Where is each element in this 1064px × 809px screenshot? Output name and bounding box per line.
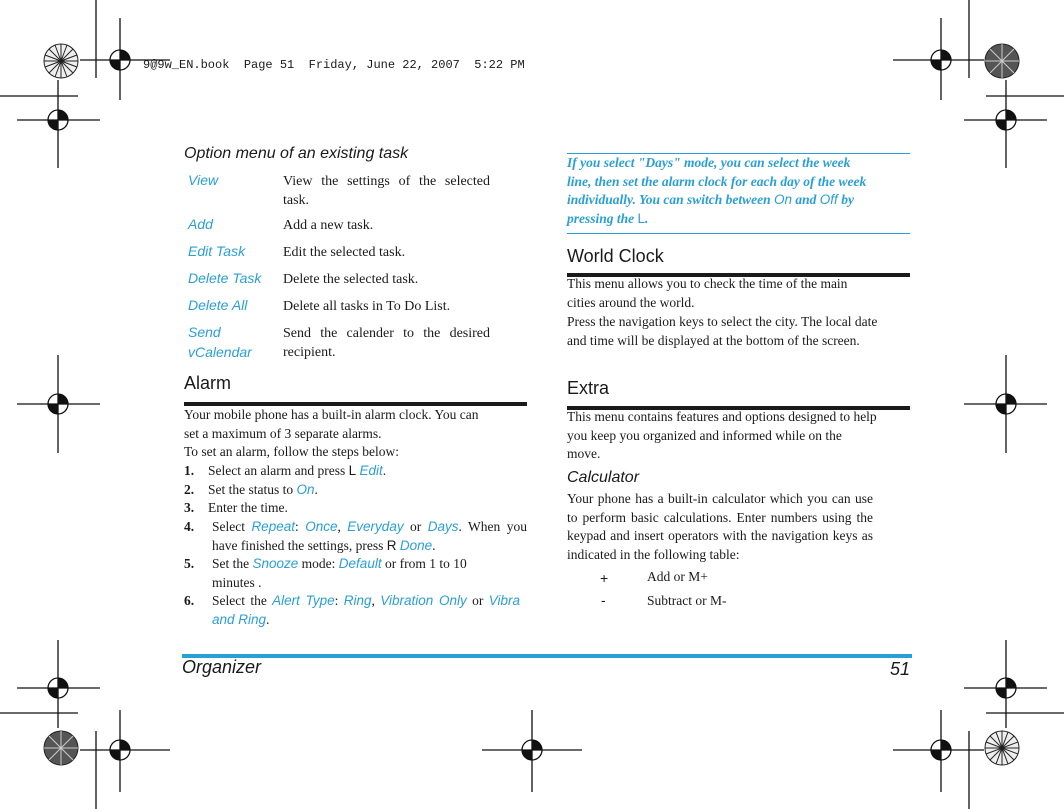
note-text: by pressing the [567, 192, 854, 227]
keyword-on: On [774, 192, 793, 208]
step-text: . When you have finished the settings, press [212, 519, 527, 553]
keyword-once: Once [305, 519, 338, 534]
extra-heading: Extra [567, 378, 610, 398]
step-text: Select an alarm and press [208, 463, 349, 478]
step-text: Enter the time. [208, 500, 288, 515]
step-text: or from 1 to 10 minutes . [212, 556, 467, 590]
alarm-step-1 [184, 462, 527, 481]
option-desc-edit-task: Edit the selected task. [283, 245, 406, 260]
note-end: . [645, 211, 649, 227]
keyword-vibration-only: Vibration Only [380, 593, 467, 608]
option-desc-delete-all: Delete all tasks in To Do List. [283, 299, 451, 314]
option-menu-title: Option menu of an existing task [184, 145, 409, 162]
note-bottom-rule [567, 233, 910, 234]
keyword-repeat: Repeat [251, 519, 295, 534]
keyword-vibra-and-ring: Vibra and Ring [212, 593, 520, 627]
option-desc-view: View the settings of the selected task. [283, 174, 490, 208]
note-text: and [792, 192, 820, 208]
calc-key-add: + [600, 570, 609, 586]
step-text: , [337, 519, 348, 534]
calculator-heading: Calculator [567, 469, 640, 486]
step-end: . [266, 611, 270, 627]
alarm-intro-1: Your mobile phone has a built-in alarm clock. You can set a maximum of 3 separate alarms. [184, 407, 479, 441]
step-number: 5. [184, 556, 195, 571]
keyword-ring: Ring [343, 593, 372, 608]
step-text: , [371, 593, 381, 608]
step-number: 6. [184, 593, 195, 608]
step-text: or [466, 593, 489, 608]
option-term-send-vcalendar: Send vCalendar [188, 324, 252, 360]
alarm-step-4 [184, 518, 527, 555]
alarm-step-6 [184, 592, 520, 629]
note-days-mode [567, 154, 877, 229]
step-number: 2. [184, 482, 195, 497]
keyword-everyday: Everyday [347, 519, 404, 534]
calc-desc-subtract: Subtract or M- [647, 593, 727, 608]
world-clock-heading: World Clock [567, 246, 664, 266]
step-text: : [334, 593, 344, 608]
option-term-delete-all: Delete All [188, 297, 248, 313]
calculator-p1: Your phone has a built-in calculator which you can use to perform basic calculations. Enter numbers using the keypad and insert operators with the navigation keys as indicated in the following table: [567, 491, 873, 562]
left-softkey-icon: L [348, 463, 357, 478]
step-text: : [294, 519, 306, 534]
step-text: or [403, 519, 428, 534]
alarm-step-3 [184, 499, 527, 518]
option-term-add: Add [188, 216, 213, 232]
keyword-snooze: Snooze [252, 556, 299, 571]
note-text: If you select "Days" mode, you can select the week line, then set the alarm clock for each day of the week individually. You can switch between [567, 155, 867, 208]
right-softkey-icon: R [386, 537, 397, 553]
world-clock-p1: This menu allows you to check the time of the main cities around the world. [567, 276, 848, 310]
alarm-heading: Alarm [184, 373, 232, 393]
step-number: 1. [184, 463, 195, 478]
world-clock-p2: Press the navigation keys to select the city. The local date and time will be displayed at the bottom of the screen. [567, 314, 878, 348]
step-number: 4. [184, 519, 195, 534]
page-number: 51 [889, 659, 910, 679]
keyword-alert-type: Alert Type [272, 593, 335, 608]
step-text: Set the status to [208, 482, 297, 497]
keyword-days: Days [427, 519, 459, 534]
step-text: Select the [212, 593, 273, 608]
alarm-intro-2: To set an alarm, follow the steps below: [184, 444, 400, 459]
option-desc-send-vcalendar: Send the calender to the desired recipient. [283, 326, 490, 360]
alarm-step-5 [184, 555, 504, 592]
step-text: Select [212, 519, 252, 534]
calc-key-subtract: - [601, 592, 606, 608]
footer-section: Organizer [182, 657, 262, 677]
header-stamp: 9@9w_EN.book Page 51 Friday, June 22, 2007 5:22 PM [143, 58, 525, 72]
keyword-edit: Edit [359, 463, 383, 478]
step-end: . [432, 537, 436, 553]
keyword-on: On [296, 482, 315, 497]
extra-p1: This menu contains features and options designed to help you keep you organized and informed while on the move. [567, 409, 877, 461]
option-term-edit-task: Edit Task [188, 243, 246, 259]
option-term-delete-task: Delete Task [188, 270, 262, 286]
step-number: 3. [184, 500, 195, 515]
keyword-off: Off [819, 192, 838, 208]
option-desc-delete-task: Delete the selected task. [283, 272, 419, 287]
step-text: mode: [298, 556, 339, 571]
keyword-done: Done [399, 537, 433, 553]
step-end: . [314, 482, 318, 497]
calc-desc-add: Add or M+ [647, 569, 708, 584]
step-end: . [382, 463, 387, 478]
keyword-default: Default [338, 556, 382, 571]
left-softkey-icon: L [637, 211, 646, 227]
step-text: Set the [212, 556, 253, 571]
footer-rule [182, 654, 912, 658]
option-term-view: View [188, 172, 219, 188]
alarm-step-2 [184, 481, 527, 500]
option-desc-add: Add a new task. [283, 218, 374, 233]
